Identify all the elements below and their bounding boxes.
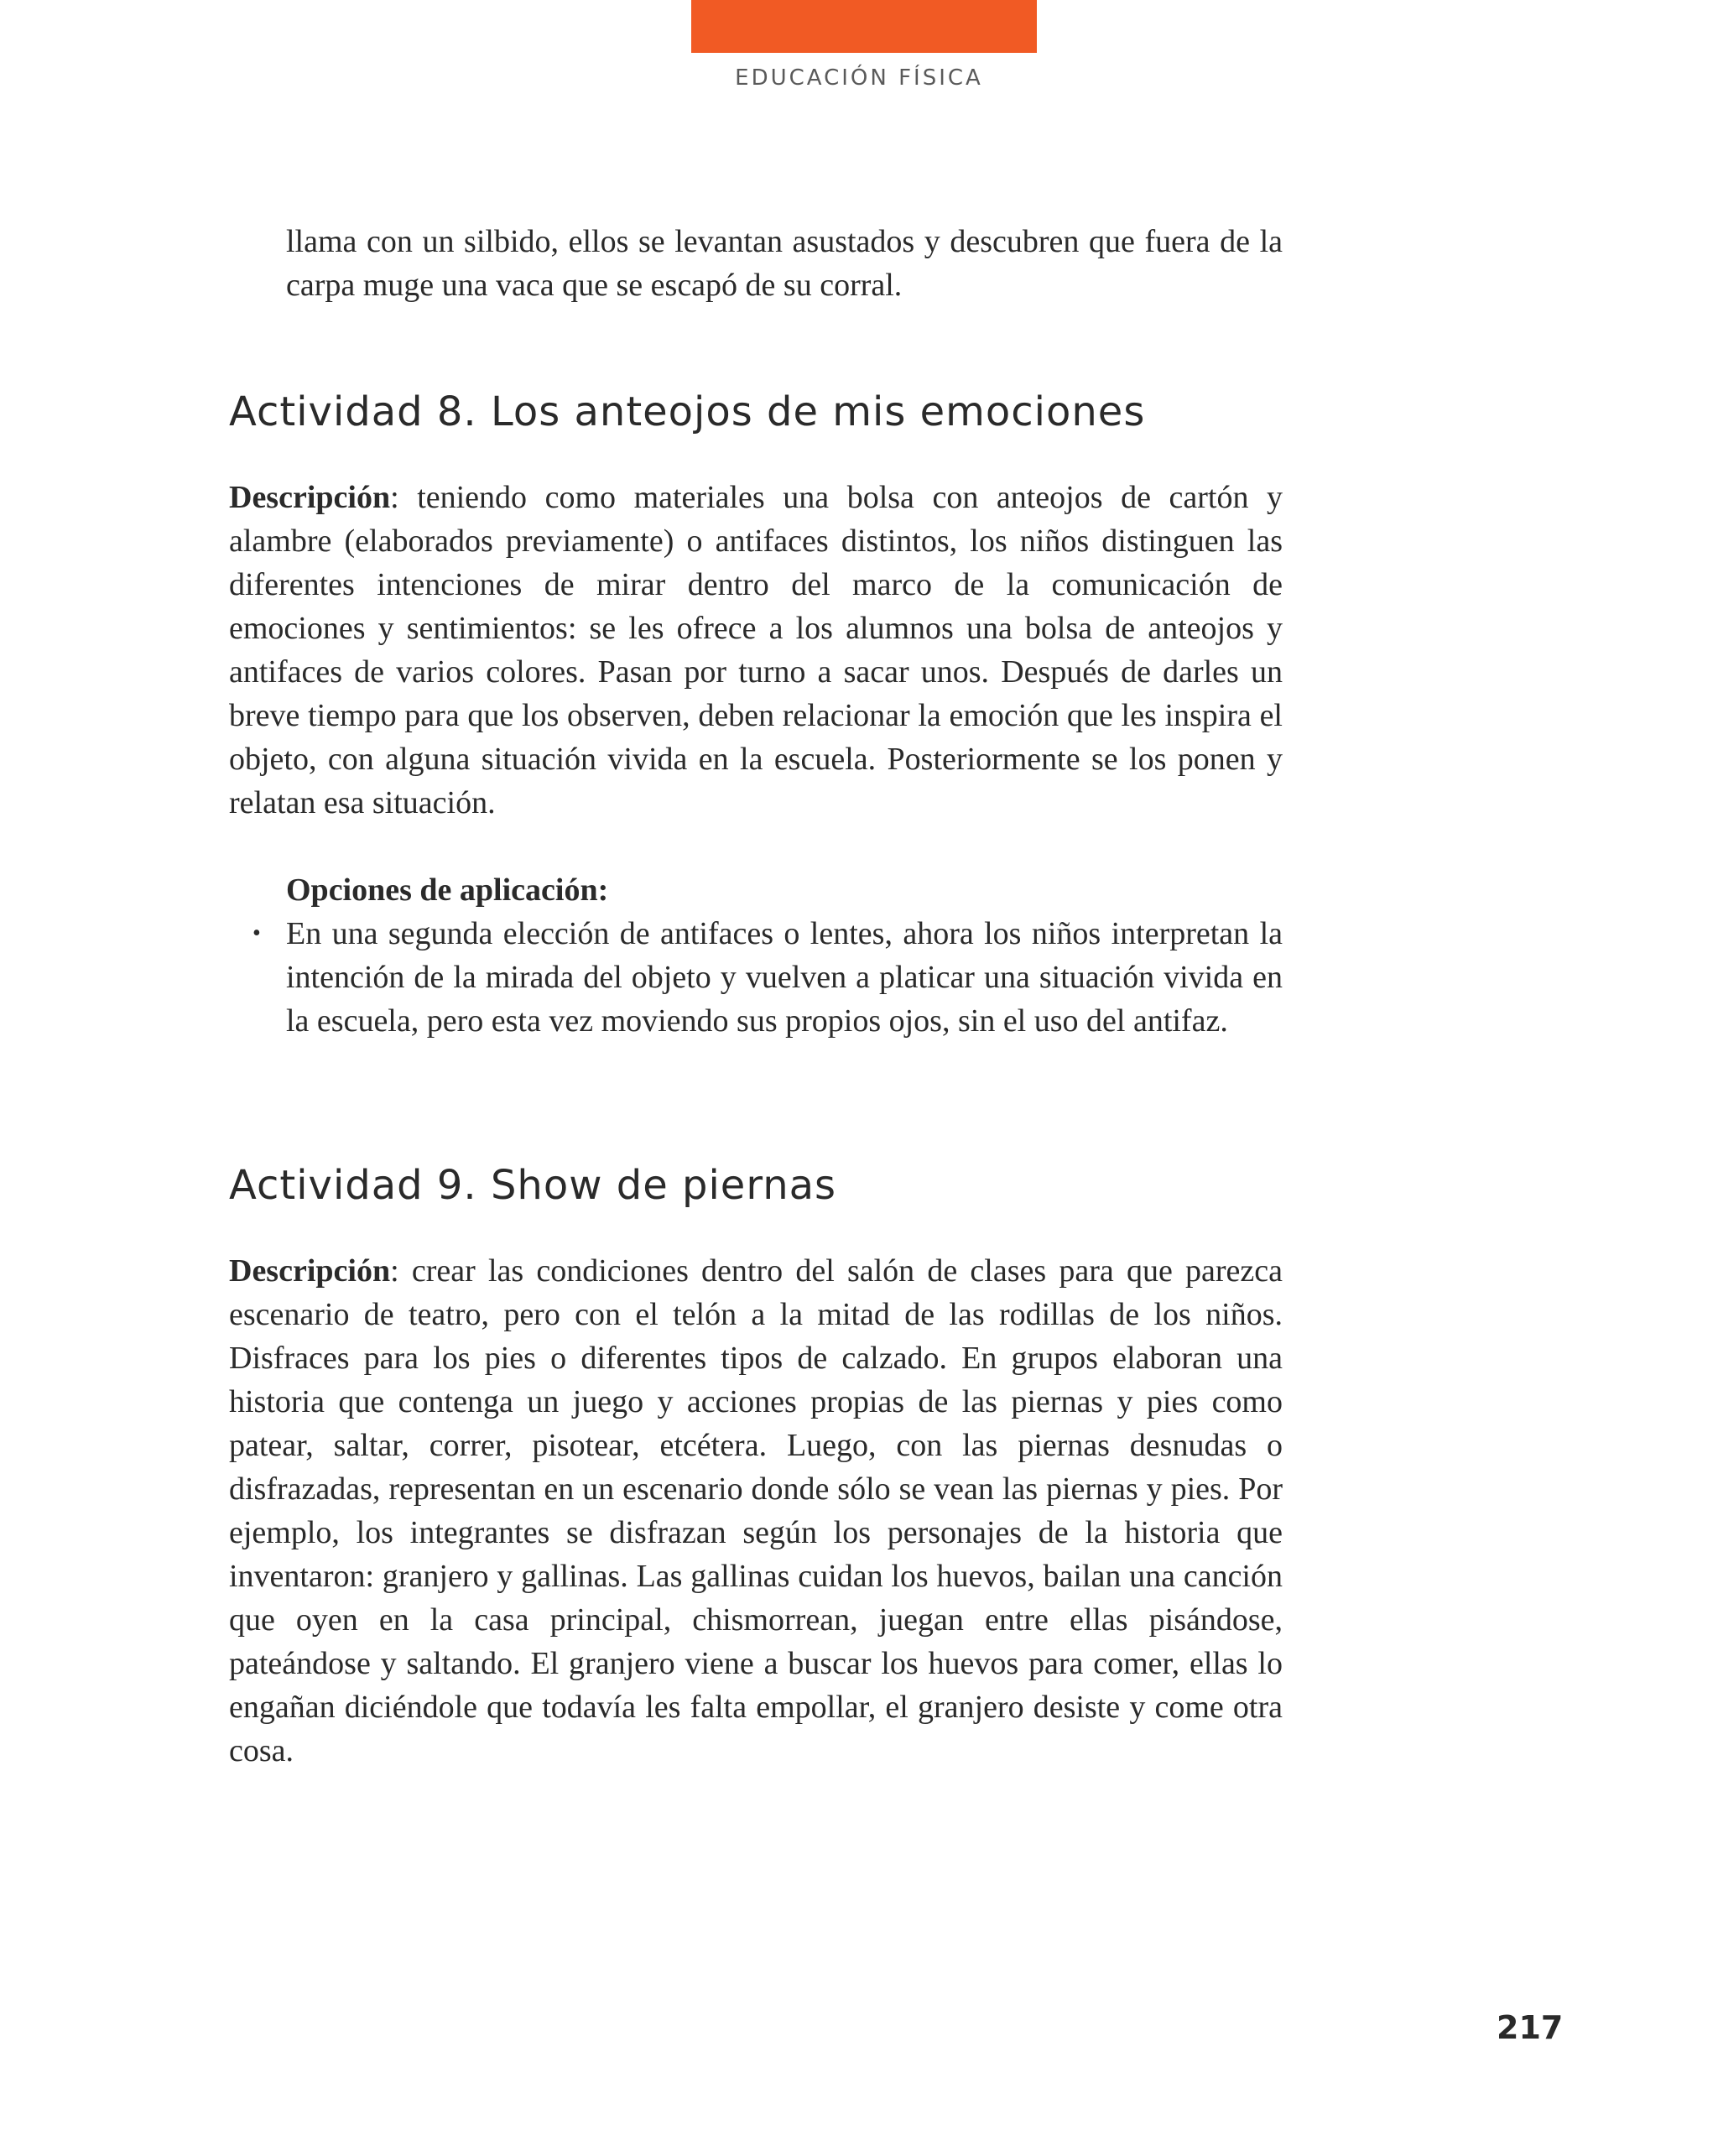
activity-8-options-title: Opciones de aplicación: [286, 872, 609, 908]
activity-8-option-text: En una segunda elección de antifaces o lentes, ahora los niños interpretan la intención de la mirada del objeto y vuelven a platicar una situación vivida en la escuela, pero esta vez moviendo sus propios ojos, sin el uso del antifaz. [286, 916, 1283, 1039]
running-head: EDUCACIÓN FÍSICA [735, 65, 983, 91]
activity-9-description-text: : crear las condiciones dentro del salón de clases para que parezca escenario de teatro, pero con el telón a la mitad de las rodillas de los niños. Disfraces para los pies o diferentes tipos de calzado. En grupos elaboran una historia que contenga un juego y acciones propias de las piernas y pies como patear, saltar, correr, pisotear, etcétera. Luego, con las piernas desnudas o disfrazadas, representan en un escenario donde sólo se vean las piernas y pies. Por ejemplo, los integrantes se disfrazan según los personajes de la historia que inventaron: granjero y gallinas. Las gallinas cuidan los huevos, bailan una canción que oyen en la casa principal, chismorrean, juegan entre ellas pisándose, pateándose y saltando. El granjero viene a buscar los huevos para comer, ellas lo engañan diciéndole que todavía les falta empollar, el granjero desiste y come otra cosa. [229, 1253, 1283, 1768]
activity-9-description [229, 1249, 1283, 1773]
activity-8-option-item [229, 912, 1283, 1043]
page-number: 217 [1497, 2009, 1564, 2046]
activity-9-title: Actividad 9. Show de piernas [229, 1162, 837, 1209]
header-accent-tab [691, 0, 1037, 53]
page-content [229, 220, 1283, 1773]
activity-8-description-label: Descripción [229, 480, 391, 515]
activity-8-title: Actividad 8. Los anteojos de mis emociones [229, 388, 1146, 435]
activity-8-description [229, 476, 1283, 825]
intro-paragraph: llama con un silbido, ellos se levantan asustados y descubren que fuera de la carpa muge una vaca que se escapó de su corral. [286, 224, 1283, 303]
activity-9-description-label: Descripción [229, 1253, 391, 1289]
activity-8-description-text: : teniendo como materiales una bolsa con anteojos de cartón y alambre (elaborados previamente) o antifaces distintos, los niños distinguen las diferentes intenciones de mirar dentro del marco de la comunicación de emociones y sentimientos: se les ofrece a los alumnos una bolsa de anteojos y antifaces de varios colores. Pasan por turno a sacar unos. Después de darles un breve tiempo para que los observen, deben relacionar la emoción que les inspira el objeto, con alguna situación vivida en la escuela. Posteriormente se los ponen y relatan esa situación. [229, 480, 1283, 820]
bullet-icon: • [252, 920, 261, 946]
